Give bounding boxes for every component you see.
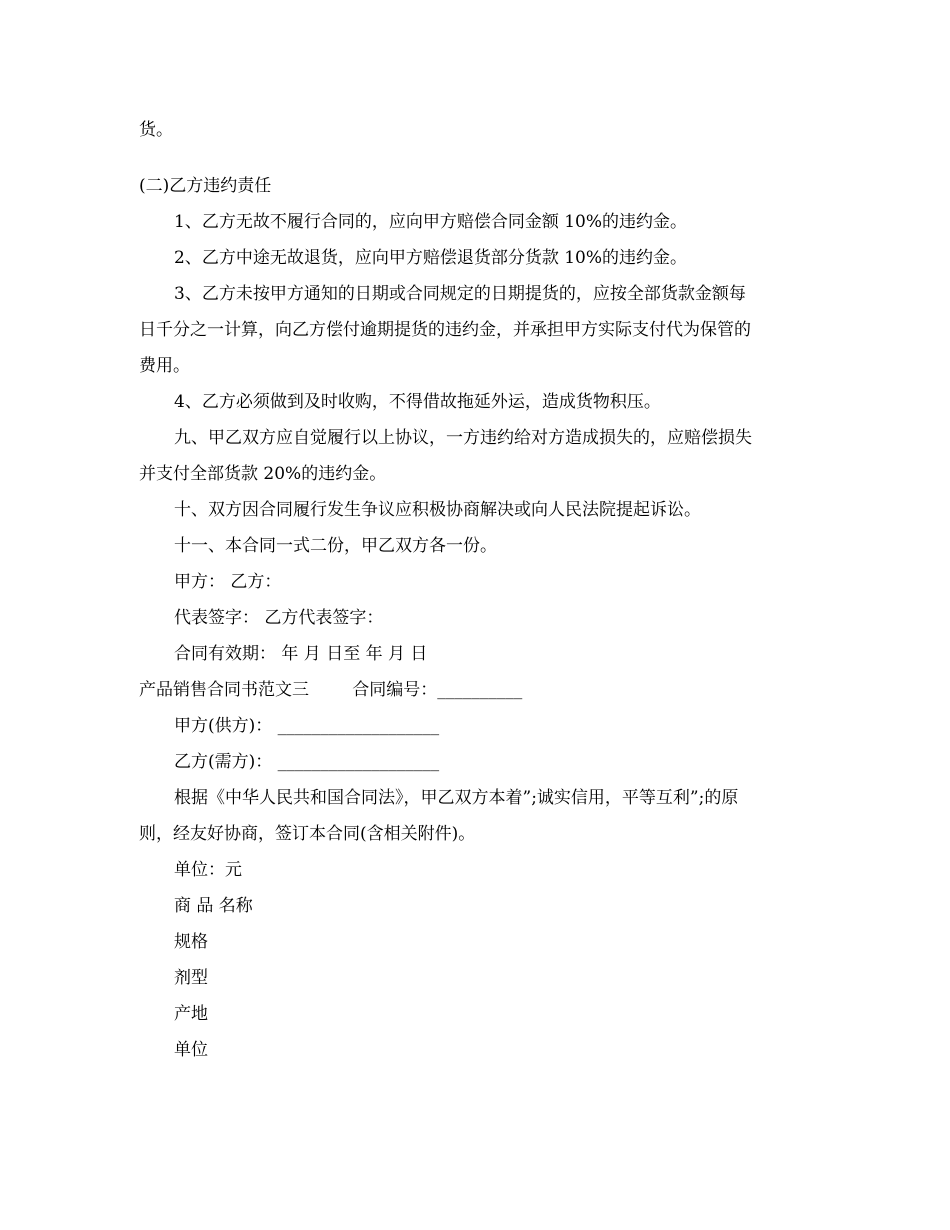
clause-line: 十、双方因合同履行发生争议应积极协商解决或向人民法院提起诉讼。 — [174, 500, 701, 520]
contract-title: 产品销售合同书范文三 合同编号：__________ — [139, 680, 523, 700]
signature-parties: 甲方： 乙方： — [174, 572, 282, 592]
clause-line: 3、乙方未按甲方通知的日期或合同规定的日期提货的，应按全部货款金额每 — [174, 284, 746, 304]
clause-line: 日千分之一计算，向乙方偿付逾期提货的违约金，并承担甲方实际支付代为保管的 — [139, 320, 751, 340]
party-a-field: 甲方(供方)： ___________________ — [174, 716, 440, 736]
signature-representatives: 代表签字： 乙方代表签字： — [174, 608, 384, 628]
clause-line: 费用。 — [139, 356, 190, 376]
clause-line: 4、乙方必须做到及时收购，不得借故拖延外运，造成货物积压。 — [174, 392, 661, 412]
clause-line: 并支付全部货款 20%的违约金。 — [139, 464, 387, 484]
document-body — [139, 115, 819, 1071]
preamble-line: 根据《中华人民共和国合同法》，甲乙双方本着”;诚实信用，平等互利”;的原 — [174, 788, 739, 808]
clause-line: 九、甲乙双方应自觉履行以上协议，一方违约给对方造成损失的，应赔偿损失 — [174, 428, 752, 448]
preamble-line: 则，经友好协商，签订本合同(含相关附件)。 — [139, 824, 476, 844]
validity-period: 合同有效期： 年 月 日至 年 月 日 — [174, 644, 428, 664]
clause-line: 2、乙方中途无故退货，应向甲方赔偿退货部分货款 10%的违约金。 — [174, 248, 688, 268]
text-line: 货。 — [139, 120, 173, 140]
table-header-item: 产地 — [174, 1004, 208, 1024]
unit-label: 单位：元 — [174, 860, 242, 880]
table-header-item: 商 品 名称 — [174, 896, 253, 916]
table-header-item: 剂型 — [174, 968, 208, 988]
paragraph-gap — [139, 151, 819, 171]
clause-line: 1、乙方无故不履行合同的，应向甲方赔偿合同金额 10%的违约金。 — [174, 212, 688, 232]
section-heading: (二)乙方违约责任 — [139, 176, 272, 196]
table-header-item: 单位 — [174, 1040, 208, 1060]
table-header-item: 规格 — [174, 932, 208, 952]
party-b-field: 乙方(需方)： ___________________ — [174, 752, 440, 772]
clause-line: 十一、本合同一式二份，甲乙双方各一份。 — [174, 536, 497, 556]
